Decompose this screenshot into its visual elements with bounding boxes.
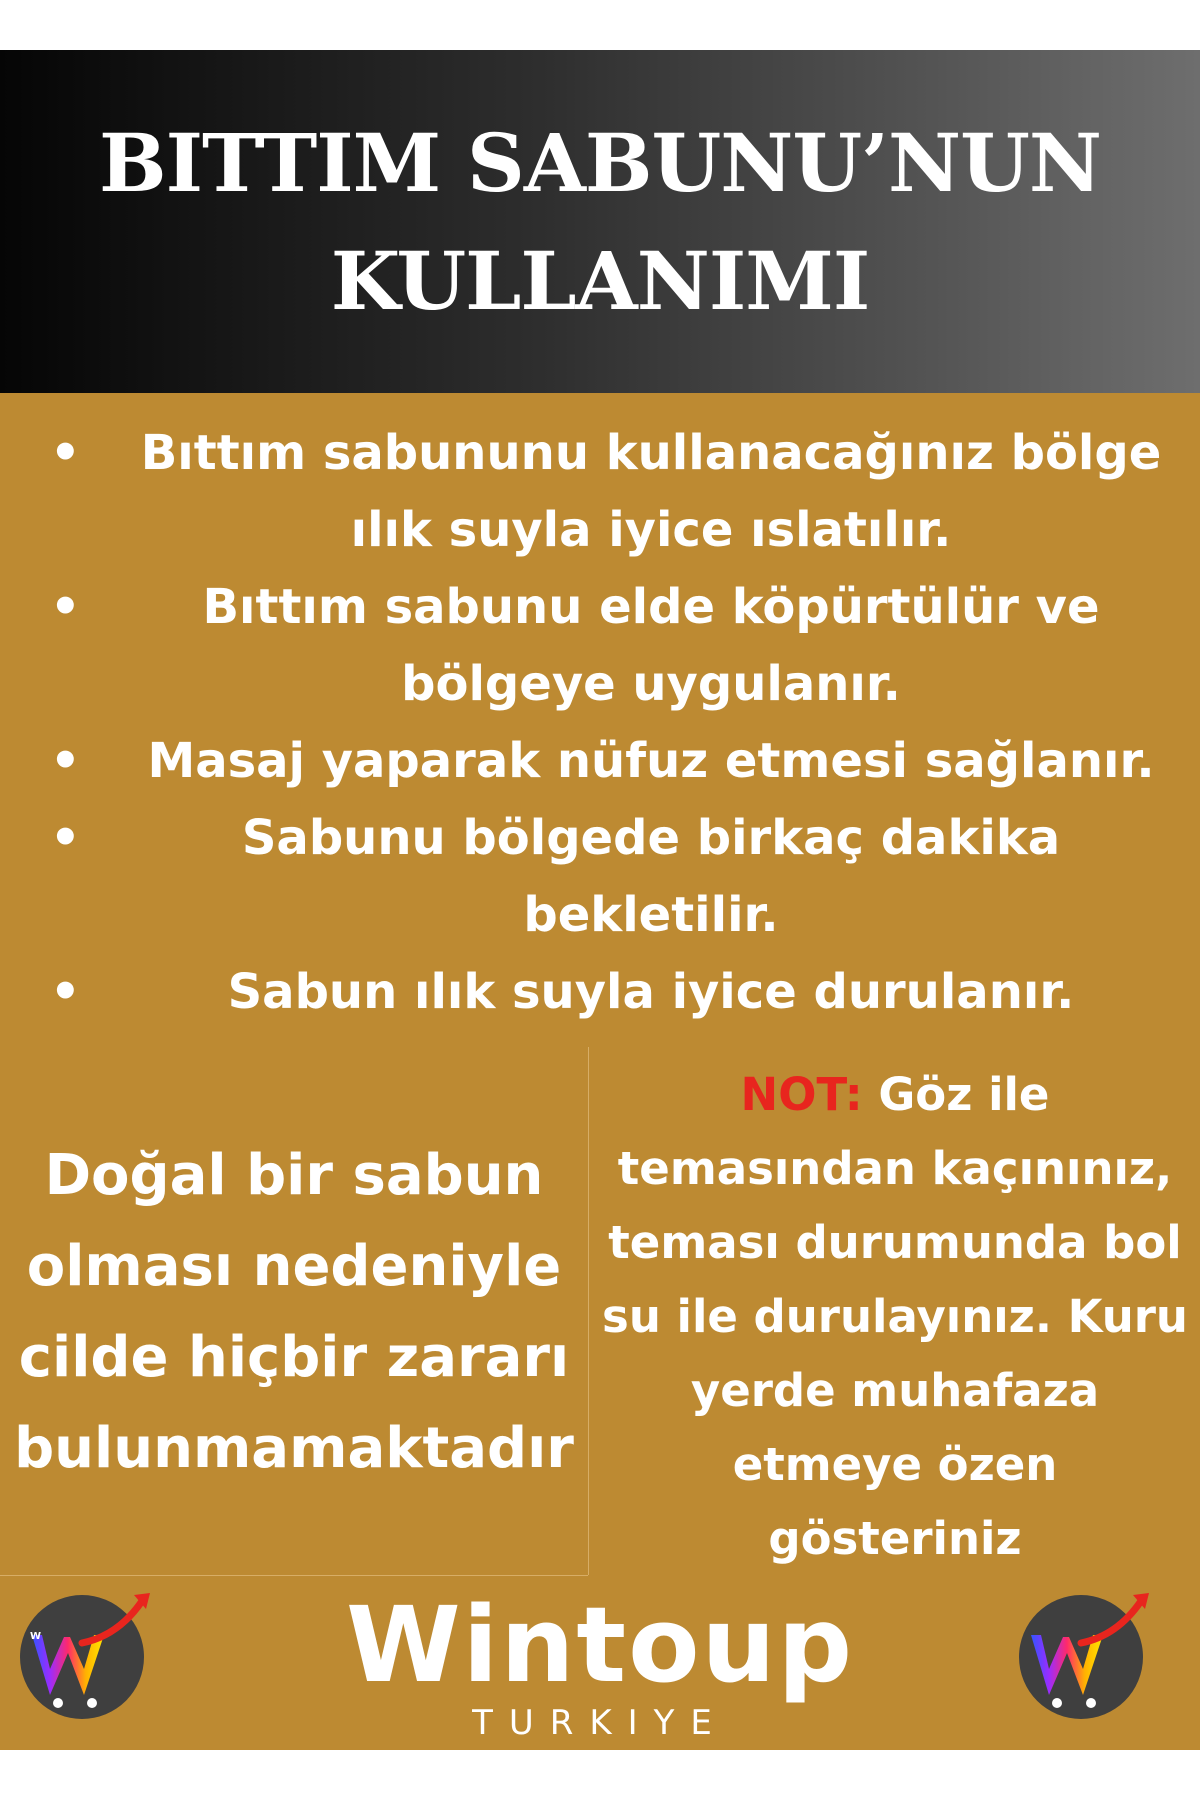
bullet-icon: • [50, 425, 81, 481]
wintoup-logo-icon [1011, 1583, 1151, 1723]
title-line-1: BITTIM SABUNU’NUN [98, 115, 1102, 210]
bullet-icon: • [50, 579, 81, 635]
bullet-icon: • [50, 810, 81, 866]
step-2-line-2: bölgeye uygulanır. [401, 656, 901, 712]
warning-note [592, 1058, 1198, 1576]
note-line-3: teması durumunda bol [608, 1216, 1182, 1269]
natural-line-4: bulunmamaktadır [14, 1416, 574, 1481]
step-2-line-1: Bıttım sabunu elde köpürtülür ve [202, 579, 1100, 635]
list-item [0, 723, 1200, 800]
note-line-2: temasından kaçınınız, [617, 1142, 1173, 1195]
note-label: NOT: [740, 1068, 863, 1121]
logo-letter-mark: W [30, 1631, 42, 1642]
horizontal-divider [0, 1575, 588, 1576]
vertical-divider [588, 1047, 589, 1575]
natural-soap-statement [0, 1130, 588, 1494]
note-line-4: su ile durulayınız. Kuru [602, 1290, 1188, 1343]
bullet-icon: • [50, 733, 81, 789]
step-1-line-2: ılık suyla iyice ıslatılır. [350, 502, 952, 558]
note-first-line-text: Göz ile [862, 1068, 1050, 1121]
title-banner [0, 50, 1200, 393]
step-4-line-2: bekletilir. [523, 887, 779, 943]
step-3-line-1: Masaj yaparak nüfuz etmesi sağlanır. [147, 733, 1155, 789]
brand-subtitle: TURKIYE [472, 1703, 728, 1743]
note-line-1 [592, 1058, 1198, 1132]
title-line-2: KULLANIMI [330, 233, 870, 328]
natural-line-2: olması nedeniyle [26, 1234, 562, 1299]
brand-block [300, 1585, 900, 1743]
list-item [0, 954, 1200, 1031]
bullet-icon: • [50, 964, 81, 1020]
step-5-line-1: Sabun ılık suyla iyice durulanır. [227, 964, 1075, 1020]
brand-name: Wintoup [345, 1584, 855, 1706]
list-item [0, 415, 1200, 569]
natural-line-3: cilde hiçbir zararı [18, 1325, 570, 1390]
note-line-7: gösteriniz [768, 1512, 1022, 1565]
wintoup-logo-icon [12, 1583, 152, 1723]
usage-steps-list [0, 415, 1200, 1031]
list-item [0, 569, 1200, 723]
note-line-5: yerde muhafaza [690, 1364, 1100, 1417]
note-line-6: etmeye özen [732, 1438, 1058, 1491]
step-1-line-1: Bıttım sabununu kullanacağınız bölge [140, 425, 1162, 481]
natural-line-1: Doğal bir sabun [44, 1143, 544, 1208]
list-item [0, 800, 1200, 954]
step-4-line-1: Sabunu bölgede birkaç dakika [241, 810, 1061, 866]
